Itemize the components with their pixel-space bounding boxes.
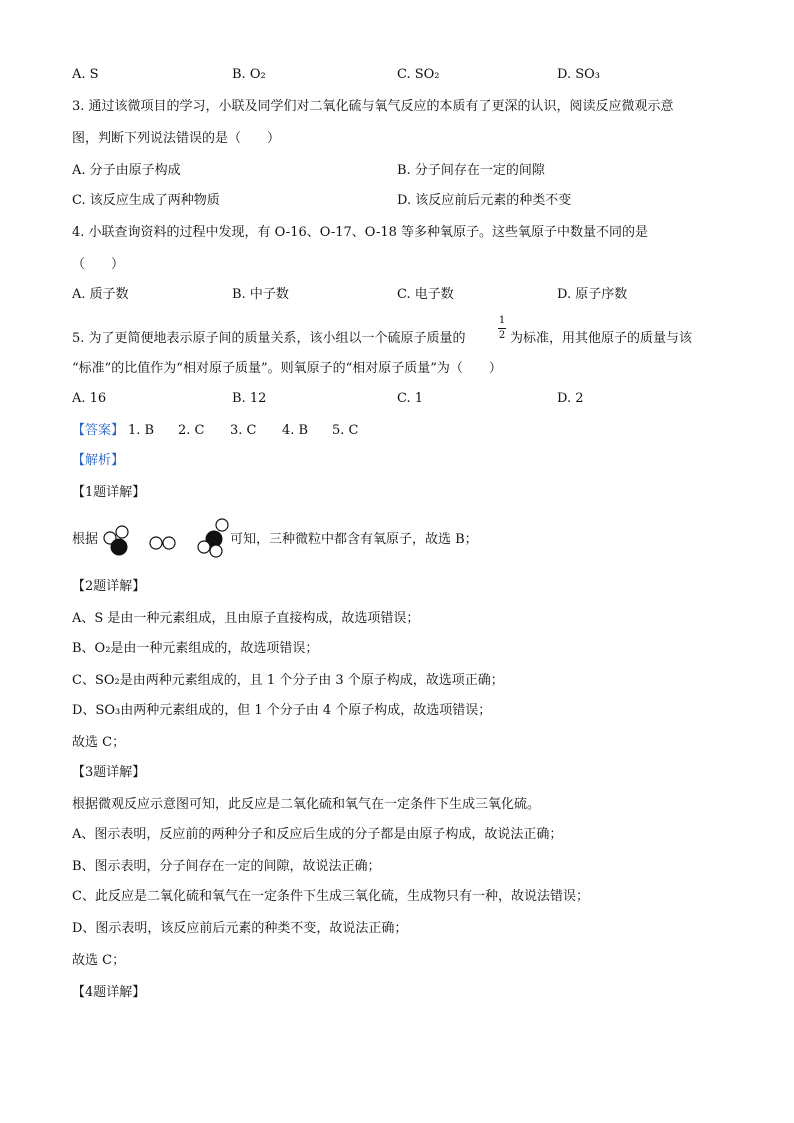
q5-option-a: A. 16	[72, 391, 107, 406]
d2-line-5: 故选 C；	[72, 735, 126, 750]
q5-option-d: D. 2	[557, 391, 584, 406]
q5-fraction-numerator: 1	[498, 315, 506, 326]
q3-text-line1: 3. 通过该微项目的学习，小联及同学们对二氧化硫与氧气反应的本质有了更深的认识，阅读反应微观示意	[72, 99, 674, 114]
d1-suffix: 可知，三种微粒中都含有氧原子，故选 B；	[230, 532, 478, 547]
q4-text-line2: （ ）	[72, 257, 125, 272]
s-atom-icon	[111, 539, 127, 555]
q5-text-line2: “标准”的比值作为“相对原子质量”。则氧原子的“相对原子质量”为（ ）	[72, 361, 502, 376]
q3-option-d: D. 该反应前后元素的种类不变	[397, 193, 572, 208]
o-atom-icon	[198, 541, 210, 553]
q5-fraction-denominator: 2	[498, 330, 506, 341]
q5-fraction-bar	[498, 328, 506, 329]
d2-line-1: A、S 是由一种元素组成，且由原子直接构成，故选项错误；	[72, 611, 420, 626]
q5-option-c: C. 1	[397, 391, 424, 406]
q4-text-line1: 4. 小联查询资料的过程中发现，有 O-16、O-17、O-18 等多种氧原子。这些氧原子中数量不同的是	[72, 225, 649, 240]
o2-molecule-diagram	[148, 534, 178, 552]
d2-heading: 【2题详解】	[72, 579, 146, 594]
q3-text-line2: 图，判断下列说法错误的是（ ）	[72, 131, 281, 146]
d3-line-6: 故选 C；	[72, 953, 126, 968]
d4-heading: 【4题详解】	[72, 985, 146, 1000]
q5-option-b: B. 12	[232, 391, 267, 406]
o-atom-icon	[216, 519, 228, 531]
d3-line-2: A、图示表明，反应前的两种分子和反应后生成的分子都是由原子构成，故说法正确；	[72, 827, 563, 842]
answer-item-1: 1. B	[128, 423, 155, 438]
so3-molecule-diagram	[196, 516, 234, 558]
answer-item-3: 3. C	[230, 423, 257, 438]
d1-heading: 【1题详解】	[72, 485, 146, 500]
q2-option-d: D. SO₃	[557, 67, 600, 82]
q3-option-b: B. 分子间存在一定的间隙	[397, 163, 545, 178]
d3-line-1: 根据微观反应示意图可知，此反应是二氧化硫和氧气在一定条件下生成三氧化硫。	[72, 797, 541, 812]
d3-line-5: D、图示表明，该反应前后元素的种类不变，故说法正确；	[72, 921, 408, 936]
q2-option-c: C. SO₂	[397, 67, 440, 82]
q4-option-a: A. 质子数	[72, 287, 129, 302]
q4-option-b: B. 中子数	[232, 287, 289, 302]
d3-line-3: B、图示表明，分子间存在一定的间隙，故说法正确；	[72, 859, 381, 874]
o-atom-icon	[116, 526, 128, 538]
q3-option-a: A. 分子由原子构成	[72, 163, 181, 178]
q2-option-a: A. S	[72, 67, 99, 82]
q5-text-line1-b: 为标准，用其他原子的质量与该	[510, 331, 693, 346]
answer-item-5: 5. C	[332, 423, 359, 438]
d1-prefix: 根据	[72, 532, 99, 547]
answer-item-2: 2. C	[178, 423, 205, 438]
analysis-label: 【解析】	[72, 453, 125, 468]
so2-molecule-diagram	[100, 522, 136, 558]
q4-option-d: D. 原子序数	[557, 287, 628, 302]
answer-label: 【答案】	[72, 423, 125, 438]
q4-option-c: C. 电子数	[397, 287, 454, 302]
d3-heading: 【3题详解】	[72, 765, 146, 780]
q2-option-b: B. O₂	[232, 67, 266, 82]
answer-item-4: 4. B	[282, 423, 309, 438]
o-atom-icon	[150, 537, 162, 549]
q3-option-c: C. 该反应生成了两种物质	[72, 193, 220, 208]
q5-text-line1-a: 5. 为了更简便地表示原子间的质量关系，该小组以一个硫原子质量的	[72, 331, 466, 346]
d3-line-4: C、此反应是二氧化硫和氧气在一定条件下生成三氧化硫，生成物只有一种，故说法错误；	[72, 889, 589, 904]
d2-line-4: D、SO₃由两种元素组成的，但 1 个分子由 4 个原子构成，故选项错误；	[72, 703, 492, 718]
answer-row	[72, 422, 124, 440]
o-atom-icon	[210, 545, 222, 557]
d2-line-3: C、SO₂是由两种元素组成的，且 1 个分子由 3 个原子构成，故选项正确；	[72, 673, 504, 688]
o-atom-icon	[163, 537, 175, 549]
d2-line-2: B、O₂是由一种元素组成的，故选项错误；	[72, 641, 319, 656]
